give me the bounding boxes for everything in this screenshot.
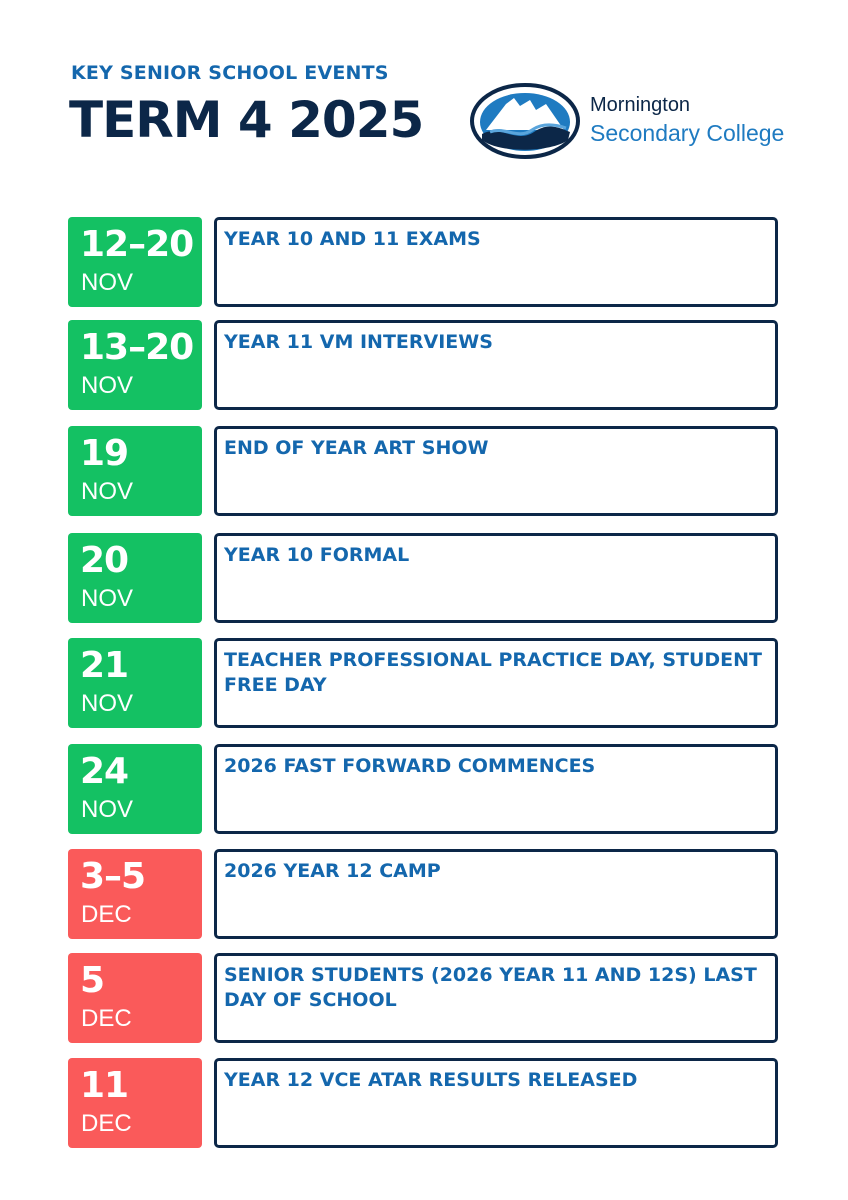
event-title: YEAR 11 VM INTERVIEWS bbox=[224, 331, 493, 353]
event-day: 3–5 bbox=[80, 856, 146, 897]
event-date-badge bbox=[68, 533, 202, 623]
event-month: NOV bbox=[81, 690, 134, 717]
page-title: TERM 4 2025 bbox=[69, 91, 424, 149]
event-date-badge bbox=[68, 953, 202, 1043]
event-title: 2026 YEAR 12 CAMP bbox=[224, 860, 441, 882]
event-date-badge bbox=[68, 217, 202, 307]
event-detail-box bbox=[214, 953, 778, 1043]
event-row bbox=[0, 953, 848, 1045]
event-day: 19 bbox=[80, 433, 129, 474]
event-month: NOV bbox=[81, 796, 134, 823]
event-day: 20 bbox=[80, 540, 129, 581]
event-row bbox=[0, 1058, 848, 1150]
event-row bbox=[0, 320, 848, 412]
event-detail-box bbox=[214, 320, 778, 410]
event-title: 2026 FAST FORWARD COMMENCES bbox=[224, 755, 596, 777]
event-row bbox=[0, 744, 848, 836]
event-row bbox=[0, 849, 848, 941]
event-day: 11 bbox=[80, 1065, 129, 1106]
event-detail-box bbox=[214, 1058, 778, 1148]
school-name-line2: Secondary College bbox=[590, 120, 785, 146]
event-detail-box bbox=[214, 744, 778, 834]
event-month: NOV bbox=[81, 372, 134, 399]
event-day: 21 bbox=[80, 645, 129, 686]
event-day: 24 bbox=[80, 751, 129, 792]
event-month: NOV bbox=[81, 585, 134, 612]
event-title: SENIOR STUDENTS (2026 YEAR 11 AND 12S) LAST DAY OF SCHOOL bbox=[224, 964, 757, 1011]
event-detail-box bbox=[214, 533, 778, 623]
event-title: YEAR 12 VCE ATAR RESULTS RELEASED bbox=[224, 1069, 638, 1091]
event-row bbox=[0, 533, 848, 625]
event-date-badge bbox=[68, 638, 202, 728]
event-row bbox=[0, 638, 848, 730]
event-date-badge bbox=[68, 744, 202, 834]
event-title: YEAR 10 FORMAL bbox=[224, 544, 410, 566]
event-day: 12–20 bbox=[80, 224, 194, 265]
event-date-badge bbox=[68, 426, 202, 516]
event-row bbox=[0, 426, 848, 518]
event-month: NOV bbox=[81, 269, 134, 296]
event-day: 5 bbox=[80, 960, 105, 1001]
event-date-badge bbox=[68, 320, 202, 410]
event-detail-box bbox=[214, 849, 778, 939]
page-subtitle: KEY SENIOR SCHOOL EVENTS bbox=[71, 62, 389, 84]
event-title: YEAR 10 AND 11 EXAMS bbox=[224, 228, 481, 250]
event-detail-box bbox=[214, 638, 778, 728]
event-row bbox=[0, 217, 848, 309]
school-name-line1: Mornington bbox=[590, 94, 691, 116]
event-month: DEC bbox=[81, 1110, 132, 1137]
event-day: 13–20 bbox=[80, 327, 194, 368]
event-detail-box bbox=[214, 217, 778, 307]
event-title: END OF YEAR ART SHOW bbox=[224, 437, 489, 459]
event-month: NOV bbox=[81, 478, 134, 505]
event-title: TEACHER PROFESSIONAL PRACTICE DAY, STUDENT FREE DAY bbox=[224, 649, 763, 696]
event-date-badge bbox=[68, 1058, 202, 1148]
event-date-badge bbox=[68, 849, 202, 939]
event-month: DEC bbox=[81, 901, 132, 928]
event-detail-box bbox=[214, 426, 778, 516]
event-month: DEC bbox=[81, 1005, 132, 1032]
mountain-wave-oval-icon bbox=[470, 82, 580, 160]
